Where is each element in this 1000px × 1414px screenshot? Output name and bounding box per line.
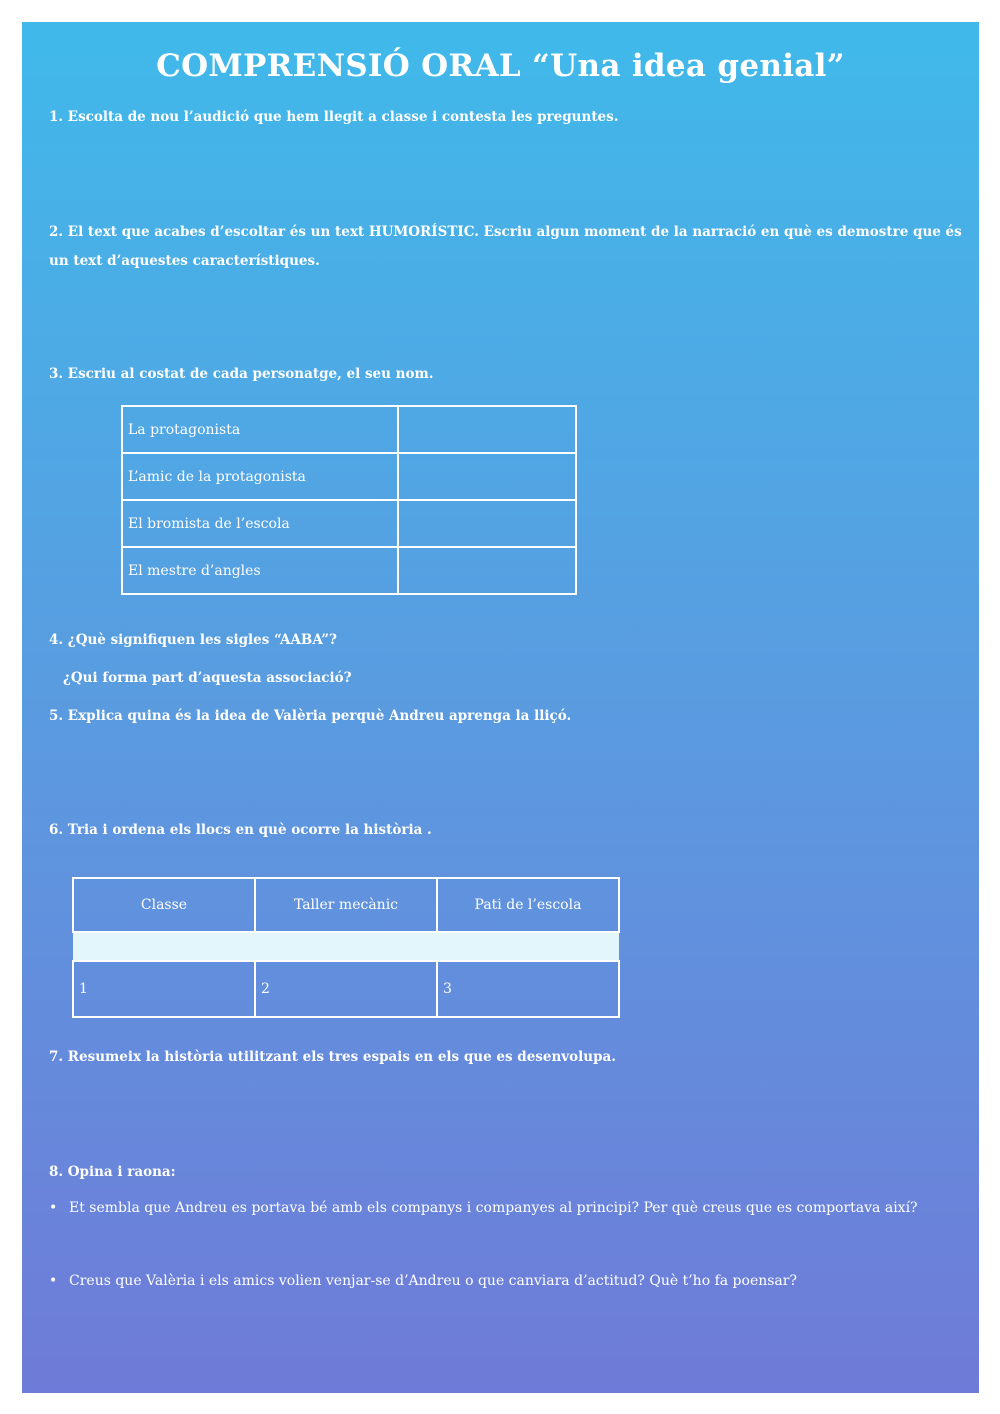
page-title: COMPRENSIÓ ORAL “Una idea genial”	[156, 48, 845, 84]
order-slot[interactable]: 2	[255, 961, 437, 1017]
bullet-text: Et sembla que Andreu es portava bé amb els companys i companyes al principi? Per què creus que es comportava així?	[69, 1200, 918, 1216]
characters-table	[121, 405, 577, 595]
character-label: La protagonista	[122, 406, 398, 453]
blank-cell	[73, 932, 255, 961]
question-7: 7. Resumeix la història utilitzant els tres espais en els que es desenvolupa.	[49, 1049, 616, 1065]
question-4b: ¿Qui forma part d’aquesta associació?	[63, 670, 352, 686]
table-row	[122, 547, 576, 594]
places-table	[72, 877, 620, 1018]
bullet-icon: •	[49, 1200, 58, 1216]
worksheet	[22, 22, 979, 1393]
character-name-input[interactable]	[398, 453, 576, 500]
table-row	[122, 500, 576, 547]
character-name-input[interactable]	[398, 406, 576, 453]
table-row	[73, 932, 619, 961]
blank-cell	[437, 932, 619, 961]
order-slot[interactable]: 1	[73, 961, 255, 1017]
list-item	[49, 1200, 969, 1216]
character-name-input[interactable]	[398, 500, 576, 547]
order-slot[interactable]: 3	[437, 961, 619, 1017]
question-2: 2. El text que acabes d’escoltar és un text HUMORÍSTIC. Escriu algun moment de la narració en què es demostre que és un text d’aquestes característiques.	[49, 224, 962, 269]
question-5: 5. Explica quina és la idea de Valèria perquè Andreu aprenga la lliçó.	[49, 708, 572, 724]
bullet-text: Creus que Valèria i els amics volien venjar-se d’Andreu o que canviara d’actitud? Què t’ho fa poensar?	[69, 1273, 797, 1289]
place-option[interactable]: Classe	[73, 878, 255, 932]
question-4a: 4. ¿Què signifiquen les sigles “AABA”?	[49, 632, 337, 648]
place-option[interactable]: Taller mecànic	[255, 878, 437, 932]
table-row	[122, 406, 576, 453]
character-name-input[interactable]	[398, 547, 576, 594]
place-option[interactable]: Pati de l’escola	[437, 878, 619, 932]
question-8: 8. Opina i raona:	[49, 1164, 176, 1180]
blank-cell	[255, 932, 437, 961]
character-label: L’amic de la protagonista	[122, 453, 398, 500]
character-label: El bromista de l’escola	[122, 500, 398, 547]
table-row	[73, 961, 619, 1017]
character-label: El mestre d’angles	[122, 547, 398, 594]
list-item	[49, 1273, 969, 1289]
table-row	[73, 878, 619, 932]
bullet-icon: •	[49, 1273, 58, 1289]
table-row	[122, 453, 576, 500]
question-1: 1. Escolta de nou l’audició que hem llegit a classe i contesta les preguntes.	[49, 109, 619, 125]
question-3: 3. Escriu al costat de cada personatge, el seu nom.	[49, 366, 434, 382]
question-6: 6. Tria i ordena els llocs en què ocorre la història .	[49, 822, 432, 838]
